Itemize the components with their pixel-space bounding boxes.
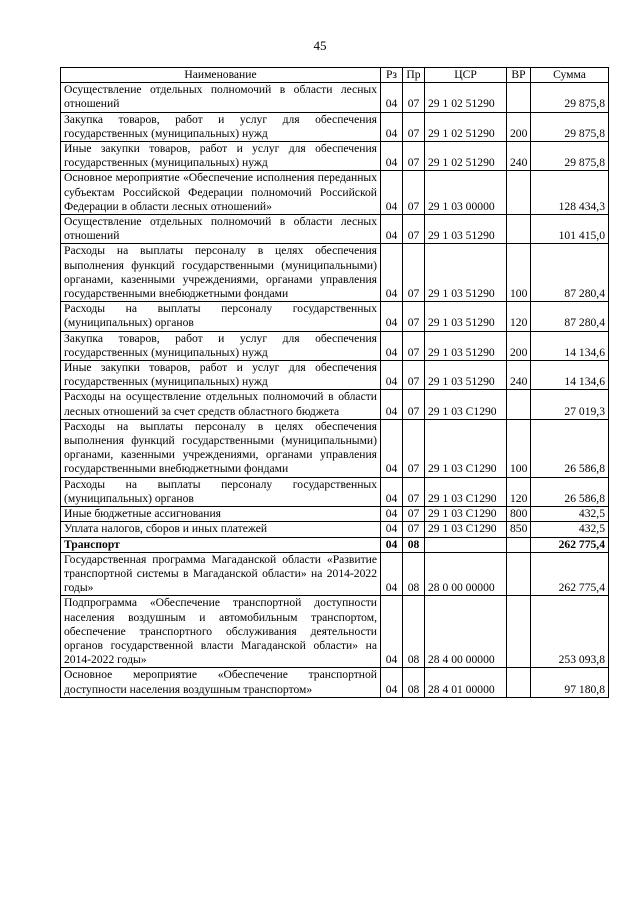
cell-pr: 07 <box>403 507 425 522</box>
table-row <box>61 171 609 215</box>
cell-pr: 07 <box>403 83 425 112</box>
cell-name: Подпрограмма «Обеспечение транспортной доступности населения воздушным и автомобильным транспортом, обеспечение транспортного обслуживания деятельности органов государственной власти Магаданской области» на 2014-2022 годы» <box>61 596 381 668</box>
cell-pr: 07 <box>403 171 425 215</box>
cell-sum: 14 134,6 <box>531 331 609 360</box>
cell-rz: 04 <box>381 244 403 302</box>
header-sum: Сумма <box>531 68 609 83</box>
header-rz: Рз <box>381 68 403 83</box>
cell-pr: 07 <box>403 390 425 419</box>
cell-sum: 128 434,3 <box>531 171 609 215</box>
cell-vr <box>507 390 531 419</box>
cell-rz: 04 <box>381 302 403 331</box>
cell-pr: 07 <box>403 361 425 390</box>
table-header-row <box>61 68 609 83</box>
cell-pr: 07 <box>403 522 425 537</box>
cell-name: Расходы на выплаты персоналу в целях обеспечения выполнения функций государственными (муниципальными) органами, казенными учреждениями, органами управления государственными внебюджетными фондами <box>61 419 381 477</box>
cell-csr: 29 1 03 51290 <box>425 244 507 302</box>
cell-rz: 04 <box>381 361 403 390</box>
cell-csr: 29 1 02 51290 <box>425 83 507 112</box>
cell-csr: 29 1 03 С1290 <box>425 390 507 419</box>
cell-sum: 26 586,8 <box>531 419 609 477</box>
cell-vr: 200 <box>507 112 531 141</box>
cell-rz: 04 <box>381 83 403 112</box>
cell-name: Расходы на выплаты персоналу в целях обеспечения выполнения функций государственными (муниципальными) органами, казенными учреждениями, органами управления государственными внебюджетными фондами <box>61 244 381 302</box>
cell-name: Закупка товаров, работ и услуг для обеспечения государственных (муниципальных) нужд <box>61 112 381 141</box>
cell-name: Иные бюджетные ассигнования <box>61 507 381 522</box>
table-row <box>61 361 609 390</box>
cell-rz: 04 <box>381 390 403 419</box>
header-name: Наименование <box>61 68 381 83</box>
header-pr: Пр <box>403 68 425 83</box>
cell-sum: 262 775,4 <box>531 537 609 552</box>
header-vr: ВР <box>507 68 531 83</box>
cell-pr: 07 <box>403 215 425 244</box>
cell-sum: 29 875,8 <box>531 142 609 171</box>
cell-pr: 07 <box>403 477 425 506</box>
cell-sum: 14 134,6 <box>531 361 609 390</box>
cell-pr: 07 <box>403 302 425 331</box>
cell-name: Расходы на осуществление отдельных полномочий в области лесных отношений за счет средств областного бюджета <box>61 390 381 419</box>
cell-csr: 29 1 02 51290 <box>425 142 507 171</box>
cell-name: Государственная программа Магаданской области «Развитие транспортной системы в Магаданской области» на 2014-2022 годы» <box>61 552 381 596</box>
cell-rz: 04 <box>381 668 403 697</box>
cell-rz: 04 <box>381 552 403 596</box>
cell-vr <box>507 215 531 244</box>
table-row <box>61 522 609 537</box>
cell-csr: 29 1 02 51290 <box>425 112 507 141</box>
cell-sum: 27 019,3 <box>531 390 609 419</box>
cell-rz: 04 <box>381 112 403 141</box>
cell-name: Осуществление отдельных полномочий в области лесных отношений <box>61 83 381 112</box>
cell-csr: 29 1 03 С1290 <box>425 522 507 537</box>
cell-rz: 04 <box>381 537 403 552</box>
cell-vr: 850 <box>507 522 531 537</box>
cell-vr <box>507 596 531 668</box>
cell-pr: 07 <box>403 112 425 141</box>
cell-pr: 07 <box>403 331 425 360</box>
table-row <box>61 537 609 552</box>
cell-name: Расходы на выплаты персоналу государственных (муниципальных) органов <box>61 477 381 506</box>
cell-vr: 120 <box>507 477 531 506</box>
table-row <box>61 142 609 171</box>
table-row <box>61 215 609 244</box>
cell-name: Иные закупки товаров, работ и услуг для обеспечения государственных (муниципальных) нужд <box>61 361 381 390</box>
cell-csr: 29 1 03 С1290 <box>425 419 507 477</box>
cell-vr <box>507 537 531 552</box>
cell-csr: 28 4 01 00000 <box>425 668 507 697</box>
cell-sum: 253 093,8 <box>531 596 609 668</box>
table-row <box>61 390 609 419</box>
cell-sum: 87 280,4 <box>531 302 609 331</box>
cell-name: Закупка товаров, работ и услуг для обеспечения государственных (муниципальных) нужд <box>61 331 381 360</box>
cell-csr: 28 0 00 00000 <box>425 552 507 596</box>
cell-vr: 800 <box>507 507 531 522</box>
cell-vr: 240 <box>507 361 531 390</box>
cell-vr: 200 <box>507 331 531 360</box>
cell-vr <box>507 171 531 215</box>
cell-csr: 29 1 03 С1290 <box>425 507 507 522</box>
header-csr: ЦСР <box>425 68 507 83</box>
cell-csr: 28 4 00 00000 <box>425 596 507 668</box>
cell-name: Иные закупки товаров, работ и услуг для обеспечения государственных (муниципальных) нужд <box>61 142 381 171</box>
cell-pr: 07 <box>403 419 425 477</box>
cell-rz: 04 <box>381 215 403 244</box>
cell-rz: 04 <box>381 522 403 537</box>
cell-csr: 29 1 03 С1290 <box>425 477 507 506</box>
page-number: 45 <box>313 38 327 53</box>
table-row <box>61 552 609 596</box>
table-row <box>61 419 609 477</box>
table-row <box>61 112 609 141</box>
cell-rz: 04 <box>381 419 403 477</box>
cell-pr: 08 <box>403 596 425 668</box>
cell-rz: 04 <box>381 142 403 171</box>
cell-csr <box>425 537 507 552</box>
cell-vr <box>507 83 531 112</box>
cell-sum: 29 875,8 <box>531 83 609 112</box>
cell-pr: 07 <box>403 244 425 302</box>
table-row <box>61 596 609 668</box>
table-row <box>61 244 609 302</box>
cell-vr: 240 <box>507 142 531 171</box>
cell-sum: 29 875,8 <box>531 112 609 141</box>
cell-name: Основное мероприятие «Обеспечение исполнения переданных субъектам Российской Федерации полномочий Российской Федерации в области лесных отношений» <box>61 171 381 215</box>
cell-sum: 262 775,4 <box>531 552 609 596</box>
cell-name: Транспорт <box>61 537 381 552</box>
cell-vr: 120 <box>507 302 531 331</box>
cell-csr: 29 1 03 51290 <box>425 302 507 331</box>
table-row <box>61 507 609 522</box>
table-row <box>61 668 609 697</box>
table-row <box>61 83 609 112</box>
cell-rz: 04 <box>381 171 403 215</box>
cell-name: Осуществление отдельных полномочий в области лесных отношений <box>61 215 381 244</box>
cell-name: Основное мероприятие «Обеспечение транспортной доступности населения воздушным транспортом» <box>61 668 381 697</box>
cell-vr <box>507 668 531 697</box>
cell-csr: 29 1 03 51290 <box>425 331 507 360</box>
cell-rz: 04 <box>381 507 403 522</box>
cell-csr: 29 1 03 00000 <box>425 171 507 215</box>
cell-pr: 08 <box>403 668 425 697</box>
cell-csr: 29 1 03 51290 <box>425 215 507 244</box>
cell-pr: 07 <box>403 142 425 171</box>
table-row <box>61 302 609 331</box>
cell-pr: 08 <box>403 537 425 552</box>
table-row <box>61 331 609 360</box>
cell-sum: 432,5 <box>531 507 609 522</box>
cell-name: Уплата налогов, сборов и иных платежей <box>61 522 381 537</box>
cell-rz: 04 <box>381 477 403 506</box>
table-row <box>61 477 609 506</box>
cell-csr: 29 1 03 51290 <box>425 361 507 390</box>
cell-vr <box>507 552 531 596</box>
cell-sum: 87 280,4 <box>531 244 609 302</box>
cell-sum: 432,5 <box>531 522 609 537</box>
cell-sum: 101 415,0 <box>531 215 609 244</box>
cell-rz: 04 <box>381 596 403 668</box>
cell-vr: 100 <box>507 244 531 302</box>
cell-sum: 97 180,8 <box>531 668 609 697</box>
cell-vr: 100 <box>507 419 531 477</box>
cell-pr: 08 <box>403 552 425 596</box>
cell-name: Расходы на выплаты персоналу государственных (муниципальных) органов <box>61 302 381 331</box>
cell-rz: 04 <box>381 331 403 360</box>
budget-table <box>60 67 609 698</box>
cell-sum: 26 586,8 <box>531 477 609 506</box>
